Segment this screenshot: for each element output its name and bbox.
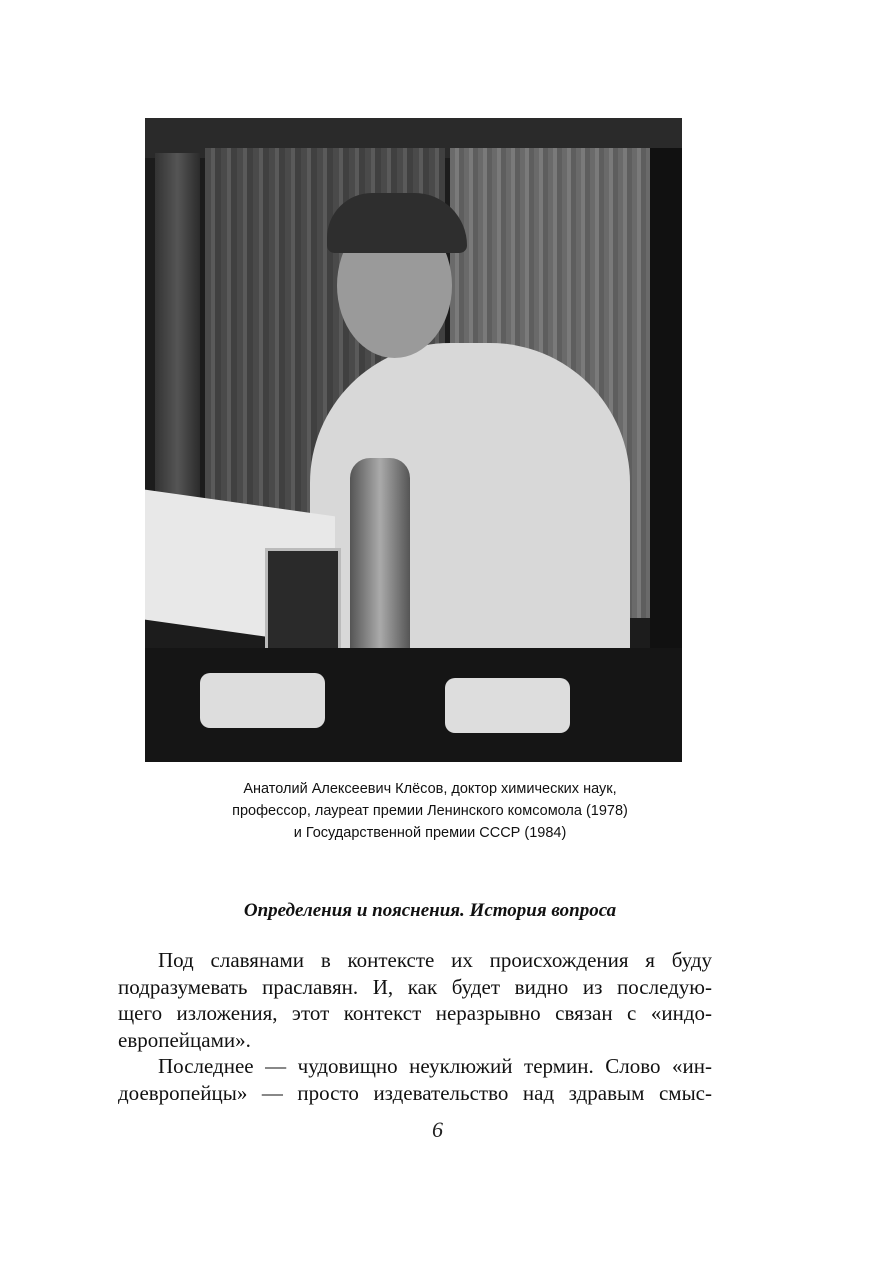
text-line: европейцами».: [118, 1027, 251, 1052]
text-line: подразумевать праславян. И, как будет видно из последую-: [118, 974, 712, 999]
body-text: [118, 947, 712, 1106]
page-number: 6: [432, 1117, 443, 1142]
text-line: Под славянами в контексте их происхождения я буду: [158, 948, 712, 972]
caption-line: и Государственной премии СССР (1984): [293, 825, 567, 841]
text-line: Последнее — чудовищно неуклюжий термин. Слово «ин-: [158, 1054, 712, 1078]
author-photo: [145, 118, 682, 762]
photo-caption: [120, 778, 740, 844]
section-heading: Определения и пояснения. История вопроса: [243, 900, 617, 921]
text-line: доевропейцы» — просто издевательство над здравым смыс-: [118, 1080, 712, 1105]
text-line: щего изложения, этот контекст неразрывно связан с «индо-: [118, 1001, 712, 1025]
caption-line: профессор, лауреат премии Ленинского комсомола (1978): [232, 803, 628, 819]
caption-line: Анатолий Алексеевич Клёсов, доктор химических наук,: [243, 781, 617, 797]
